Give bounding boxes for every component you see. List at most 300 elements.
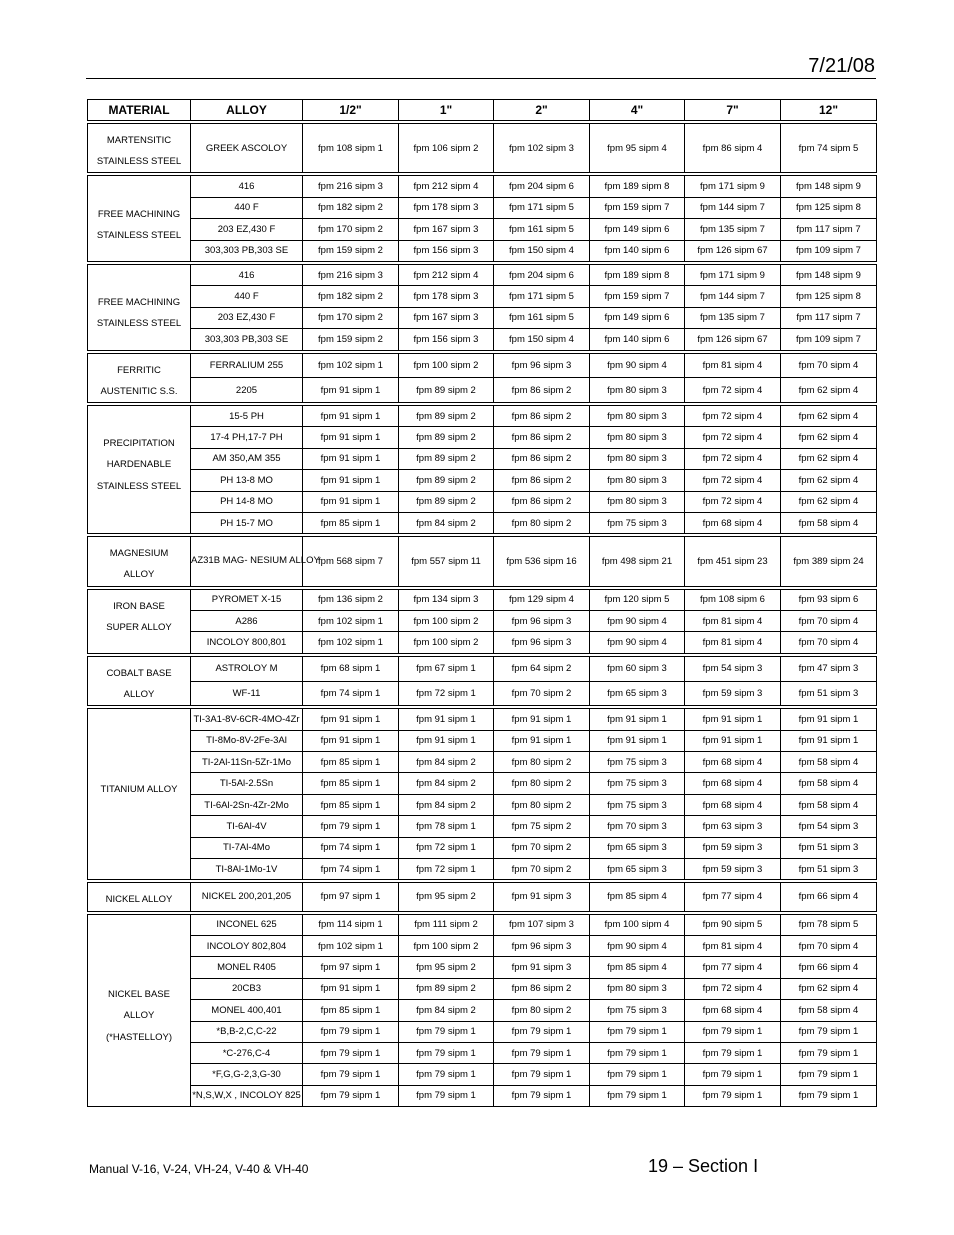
speed-cell: fpm 65 sipm 3 xyxy=(590,859,685,880)
speed-cell: fpm 74 sipm 1 xyxy=(303,859,399,880)
speed-cell: fpm 79 sipm 1 xyxy=(781,1021,877,1042)
alloy-cell: 2205 xyxy=(191,378,303,403)
speed-cell: fpm 171 sipm 9 xyxy=(685,264,781,285)
speed-cell: fpm 79 sipm 1 xyxy=(685,1064,781,1085)
speed-cell: fpm 150 sipm 4 xyxy=(494,240,590,261)
material-cell xyxy=(88,709,191,880)
speed-cell: fpm 80 sipm 2 xyxy=(494,752,590,773)
table-row xyxy=(88,681,877,706)
material-line: AUSTENITIC S.S. xyxy=(100,385,178,397)
alloy-cell: NICKEL 200,201,205 xyxy=(191,883,303,911)
speed-cell: fpm 90 sipm 4 xyxy=(590,632,685,653)
speed-cell: fpm 58 sipm 4 xyxy=(781,773,877,794)
material-line: PRECIPITATION xyxy=(103,438,175,450)
speed-cell: fpm 58 sipm 4 xyxy=(781,1000,877,1021)
footer-section: 19 – Section I xyxy=(648,1156,759,1176)
speed-cell: fpm 79 sipm 1 xyxy=(399,1021,494,1042)
material-line: IRON BASE xyxy=(113,600,165,612)
table-row xyxy=(88,286,877,307)
speed-cell: fpm 129 sipm 4 xyxy=(494,589,590,610)
material-cell xyxy=(88,405,191,533)
speed-cell: fpm 75 sipm 3 xyxy=(590,773,685,794)
speed-cell: fpm 159 sipm 7 xyxy=(590,197,685,218)
speed-cell: fpm 79 sipm 1 xyxy=(590,1064,685,1085)
speed-cell: fpm 51 sipm 3 xyxy=(781,859,877,880)
material-line: NICKEL BASE xyxy=(108,989,170,1001)
speed-cell: fpm 72 sipm 4 xyxy=(685,491,781,512)
speed-cell: fpm 91 sipm 1 xyxy=(303,405,399,426)
speed-cell: fpm 78 sipm 5 xyxy=(781,914,877,935)
speed-cell: fpm 65 sipm 3 xyxy=(590,837,685,858)
table-row xyxy=(88,176,877,197)
speed-cell: fpm 72 sipm 4 xyxy=(685,405,781,426)
material-line: STAINLESS STEEL xyxy=(96,318,182,330)
speed-cell: fpm 102 sipm 1 xyxy=(303,611,399,632)
table-row xyxy=(88,197,877,218)
speed-cell: fpm 451 sipm 23 xyxy=(685,537,781,586)
speed-cell: fpm 568 sipm 7 xyxy=(303,537,399,586)
material-cell xyxy=(88,176,191,262)
speed-cell: fpm 159 sipm 2 xyxy=(303,329,399,350)
speed-cell: fpm 102 sipm 1 xyxy=(303,632,399,653)
speed-cell: fpm 102 sipm 1 xyxy=(303,353,399,378)
speed-cell: fpm 91 sipm 1 xyxy=(685,709,781,730)
footer-manual: Manual V-16, V-24, VH-24, V-40 & VH-40 xyxy=(89,1162,309,1176)
speed-cell: fpm 89 sipm 2 xyxy=(399,978,494,999)
alloy-cell: ASTROLOY M xyxy=(191,656,303,681)
material-cell xyxy=(88,656,191,705)
alloy-cell: WF-11 xyxy=(191,681,303,706)
alloy-cell: 440 F xyxy=(191,197,303,218)
speed-cell: fpm 91 sipm 1 xyxy=(303,448,399,469)
material-line: STAINLESS STEEL xyxy=(96,229,182,241)
speed-cell: fpm 68 sipm 4 xyxy=(685,773,781,794)
table-row xyxy=(88,124,877,173)
speed-cell: fpm 120 sipm 5 xyxy=(590,589,685,610)
speed-cell: fpm 85 sipm 1 xyxy=(303,1000,399,1021)
speed-cell: fpm 182 sipm 2 xyxy=(303,286,399,307)
speed-cell: fpm 54 sipm 3 xyxy=(781,816,877,837)
speed-cell: fpm 204 sipm 6 xyxy=(494,176,590,197)
speed-cell: fpm 70 sipm 4 xyxy=(781,935,877,956)
alloy-cell: PH 13-8 MO xyxy=(191,470,303,491)
material-cell xyxy=(88,353,191,402)
table-row xyxy=(88,427,877,448)
speed-cell: fpm 212 sipm 4 xyxy=(399,264,494,285)
table-row xyxy=(88,589,877,610)
speed-cell: fpm 79 sipm 1 xyxy=(590,1021,685,1042)
material-line: STAINLESS STEEL xyxy=(96,156,182,168)
speed-cell: fpm 79 sipm 1 xyxy=(303,1042,399,1063)
speed-cell: fpm 86 sipm 2 xyxy=(494,470,590,491)
speed-cell: fpm 85 sipm 1 xyxy=(303,752,399,773)
document-date: 7/21/08 xyxy=(808,55,875,77)
speed-cell: fpm 78 sipm 1 xyxy=(399,816,494,837)
speed-cell: fpm 60 sipm 3 xyxy=(590,656,685,681)
speed-cell: fpm 70 sipm 4 xyxy=(781,632,877,653)
speed-cell: fpm 79 sipm 1 xyxy=(303,816,399,837)
speed-cell: fpm 125 sipm 8 xyxy=(781,197,877,218)
speed-cell: fpm 498 sipm 21 xyxy=(590,537,685,586)
speed-cell: fpm 80 sipm 3 xyxy=(590,470,685,491)
speed-cell: fpm 161 sipm 5 xyxy=(494,307,590,328)
table-row xyxy=(88,816,877,837)
column-header: 1/2" xyxy=(303,100,399,121)
speed-cell: fpm 144 sipm 7 xyxy=(685,286,781,307)
alloy-cell: 416 xyxy=(191,264,303,285)
speed-cell: fpm 79 sipm 1 xyxy=(781,1085,877,1106)
speed-cell: fpm 178 sipm 3 xyxy=(399,197,494,218)
speed-cell: fpm 86 sipm 2 xyxy=(494,448,590,469)
speed-cell: fpm 91 sipm 1 xyxy=(494,730,590,751)
material-cell xyxy=(88,537,191,586)
speed-cell: fpm 90 sipm 4 xyxy=(590,935,685,956)
speed-cell: fpm 91 sipm 1 xyxy=(590,709,685,730)
speed-cell: fpm 68 sipm 1 xyxy=(303,656,399,681)
alloy-cell: INCONEL 625 xyxy=(191,914,303,935)
speed-cell: fpm 91 sipm 1 xyxy=(590,730,685,751)
speed-cell: fpm 171 sipm 5 xyxy=(494,197,590,218)
speed-cell: fpm 85 sipm 4 xyxy=(590,883,685,911)
speed-cell: fpm 80 sipm 3 xyxy=(590,978,685,999)
speed-cell: fpm 389 sipm 24 xyxy=(781,537,877,586)
speed-cell: fpm 125 sipm 8 xyxy=(781,286,877,307)
speed-cell: fpm 100 sipm 2 xyxy=(399,935,494,956)
speed-cell: fpm 106 sipm 2 xyxy=(399,124,494,173)
speed-cell: fpm 84 sipm 2 xyxy=(399,794,494,815)
speed-cell: fpm 74 sipm 5 xyxy=(781,124,877,173)
speed-cell: fpm 62 sipm 4 xyxy=(781,470,877,491)
speed-cell: fpm 79 sipm 1 xyxy=(590,1042,685,1063)
material-line: SUPER ALLOY xyxy=(106,621,172,633)
speed-cell: fpm 54 sipm 3 xyxy=(685,656,781,681)
speed-cell: fpm 79 sipm 1 xyxy=(494,1021,590,1042)
column-header: 7" xyxy=(685,100,781,121)
speed-cell: fpm 70 sipm 2 xyxy=(494,681,590,706)
speed-cell: fpm 161 sipm 5 xyxy=(494,219,590,240)
speed-cell: fpm 135 sipm 7 xyxy=(685,307,781,328)
speed-cell: fpm 80 sipm 2 xyxy=(494,1000,590,1021)
speed-cell: fpm 70 sipm 2 xyxy=(494,859,590,880)
speed-cell: fpm 79 sipm 1 xyxy=(303,1021,399,1042)
speed-cell: fpm 100 sipm 4 xyxy=(590,914,685,935)
table-body xyxy=(88,121,877,1107)
speed-cell: fpm 100 sipm 2 xyxy=(399,611,494,632)
speed-cell: fpm 74 sipm 1 xyxy=(303,837,399,858)
material-cell xyxy=(88,264,191,350)
alloy-cell: PH 14-8 MO xyxy=(191,491,303,512)
speed-cell: fpm 136 sipm 2 xyxy=(303,589,399,610)
speed-cell: fpm 63 sipm 3 xyxy=(685,816,781,837)
speed-cell: fpm 84 sipm 2 xyxy=(399,773,494,794)
speed-cell: fpm 86 sipm 2 xyxy=(494,378,590,403)
material-line xyxy=(88,758,190,779)
speed-cell: fpm 86 sipm 2 xyxy=(494,405,590,426)
speed-cell: fpm 81 sipm 4 xyxy=(685,611,781,632)
alloy-cell: *F,G,G-2,3,G-30 xyxy=(191,1064,303,1085)
speed-cell: fpm 95 sipm 4 xyxy=(590,124,685,173)
alloy-cell: AM 350,AM 355 xyxy=(191,448,303,469)
speed-cell: fpm 77 sipm 4 xyxy=(685,957,781,978)
speed-cell: fpm 91 sipm 3 xyxy=(494,957,590,978)
speed-cell: fpm 167 sipm 3 xyxy=(399,219,494,240)
speed-cell: fpm 86 sipm 2 xyxy=(494,491,590,512)
speed-cell: fpm 75 sipm 3 xyxy=(590,752,685,773)
speed-cell: fpm 102 sipm 1 xyxy=(303,935,399,956)
table-row xyxy=(88,656,877,681)
speed-cell: fpm 171 sipm 5 xyxy=(494,286,590,307)
material-line xyxy=(88,942,190,963)
speed-cell: fpm 91 sipm 1 xyxy=(303,978,399,999)
speed-cell: fpm 95 sipm 2 xyxy=(399,957,494,978)
speed-cell: fpm 80 sipm 3 xyxy=(590,405,685,426)
material-line xyxy=(88,271,190,292)
speed-cell: fpm 79 sipm 1 xyxy=(590,1085,685,1106)
column-header: MATERIAL xyxy=(88,100,191,121)
speed-cell: fpm 91 sipm 1 xyxy=(303,470,399,491)
alloy-cell: 303,303 PB,303 SE xyxy=(191,329,303,350)
speed-cell: fpm 144 sipm 7 xyxy=(685,197,781,218)
speed-cell: fpm 84 sipm 2 xyxy=(399,752,494,773)
speed-cell: fpm 85 sipm 1 xyxy=(303,773,399,794)
alloy-cell: PH 15-7 MO xyxy=(191,512,303,533)
speed-cell: fpm 557 sipm 11 xyxy=(399,537,494,586)
material-cell xyxy=(88,914,191,1107)
speed-cell: fpm 91 sipm 1 xyxy=(303,491,399,512)
table-row xyxy=(88,512,877,533)
speed-cell: fpm 75 sipm 2 xyxy=(494,816,590,837)
speed-cell: fpm 79 sipm 1 xyxy=(399,1085,494,1106)
speed-cell: fpm 89 sipm 2 xyxy=(399,405,494,426)
speed-cell: fpm 148 sipm 9 xyxy=(781,176,877,197)
speed-cell: fpm 89 sipm 2 xyxy=(399,427,494,448)
table-row xyxy=(88,240,877,261)
speed-cell: fpm 79 sipm 1 xyxy=(781,1064,877,1085)
alloy-cell: TI-8Mo-8V-2Fe-3Al xyxy=(191,730,303,751)
alloy-cell: GREEK ASCOLOY xyxy=(191,124,303,173)
alloy-cell: INCOLOY 802,804 xyxy=(191,935,303,956)
material-cell xyxy=(88,589,191,653)
alloy-cell: 440 F xyxy=(191,286,303,307)
speed-cell: fpm 64 sipm 2 xyxy=(494,656,590,681)
speed-cell: fpm 65 sipm 3 xyxy=(590,681,685,706)
speed-cell: fpm 100 sipm 2 xyxy=(399,353,494,378)
speed-cell: fpm 171 sipm 9 xyxy=(685,176,781,197)
speed-cell: fpm 75 sipm 3 xyxy=(590,1000,685,1021)
speed-cell: fpm 62 sipm 4 xyxy=(781,378,877,403)
speed-cell: fpm 109 sipm 7 xyxy=(781,240,877,261)
speed-cell: fpm 89 sipm 2 xyxy=(399,448,494,469)
speed-cell: fpm 102 sipm 3 xyxy=(494,124,590,173)
speed-cell: fpm 91 sipm 1 xyxy=(399,730,494,751)
speed-cell: fpm 135 sipm 7 xyxy=(685,219,781,240)
speed-cell: fpm 81 sipm 4 xyxy=(685,935,781,956)
material-line: ALLOY xyxy=(123,569,155,581)
column-header: 12" xyxy=(781,100,877,121)
table-row xyxy=(88,537,877,586)
speed-cell: fpm 126 sipm 67 xyxy=(685,329,781,350)
speed-cell: fpm 149 sipm 6 xyxy=(590,307,685,328)
table-row xyxy=(88,470,877,491)
material-line xyxy=(88,921,190,942)
speed-cell: fpm 100 sipm 2 xyxy=(399,632,494,653)
table-row xyxy=(88,378,877,403)
material-line: FERRITIC xyxy=(117,364,161,376)
table-row xyxy=(88,978,877,999)
speed-cell: fpm 70 sipm 4 xyxy=(781,353,877,378)
speed-cell: fpm 156 sipm 3 xyxy=(399,329,494,350)
alloy-cell: *C-276,C-4 xyxy=(191,1042,303,1063)
speed-cell: fpm 58 sipm 4 xyxy=(781,752,877,773)
alloy-cell: 303,303 PB,303 SE xyxy=(191,240,303,261)
speed-cell: fpm 117 sipm 7 xyxy=(781,219,877,240)
speed-cell: fpm 81 sipm 4 xyxy=(685,632,781,653)
speed-cell: fpm 66 sipm 4 xyxy=(781,883,877,911)
speed-cell: fpm 97 sipm 1 xyxy=(303,957,399,978)
speed-cell: fpm 85 sipm 4 xyxy=(590,957,685,978)
material-line: FREE MACHINING xyxy=(97,208,181,220)
material-line xyxy=(88,715,190,736)
speed-cell: fpm 204 sipm 6 xyxy=(494,264,590,285)
speed-cell: fpm 91 sipm 1 xyxy=(303,709,399,730)
speed-cell: fpm 159 sipm 7 xyxy=(590,286,685,307)
speed-cell: fpm 59 sipm 3 xyxy=(685,681,781,706)
material-line: TITANIUM ALLOY xyxy=(100,783,178,795)
header-rule xyxy=(86,78,876,79)
speed-cell: fpm 68 sipm 4 xyxy=(685,1000,781,1021)
speed-cell: fpm 134 sipm 3 xyxy=(399,589,494,610)
table-row xyxy=(88,914,877,935)
material-line xyxy=(88,963,190,984)
speed-cell: fpm 70 sipm 3 xyxy=(590,816,685,837)
alloy-cell: FERRALIUM 255 xyxy=(191,353,303,378)
alloy-cell: 17-4 PH,17-7 PH xyxy=(191,427,303,448)
speed-cell: fpm 89 sipm 2 xyxy=(399,378,494,403)
column-header: 4" xyxy=(590,100,685,121)
speed-cell: fpm 90 sipm 5 xyxy=(685,914,781,935)
speed-cell: fpm 212 sipm 4 xyxy=(399,176,494,197)
speed-cell: fpm 91 sipm 1 xyxy=(781,730,877,751)
speed-cell: fpm 108 sipm 1 xyxy=(303,124,399,173)
material-line: ALLOY xyxy=(123,1010,155,1022)
material-line: STAINLESS STEEL xyxy=(96,480,182,492)
speed-cell: fpm 91 sipm 1 xyxy=(303,378,399,403)
speed-cell: fpm 80 sipm 3 xyxy=(590,378,685,403)
table-row xyxy=(88,935,877,956)
speed-cell: fpm 91 sipm 1 xyxy=(494,709,590,730)
table-row xyxy=(88,491,877,512)
material-line: MARTENSITIC xyxy=(106,135,172,146)
material-line xyxy=(88,182,190,203)
material-line: NICKEL ALLOY xyxy=(105,894,173,906)
material-line: ALLOY xyxy=(123,689,155,701)
table-row xyxy=(88,448,877,469)
speed-cell: fpm 91 sipm 1 xyxy=(303,427,399,448)
speed-cell: fpm 140 sipm 6 xyxy=(590,240,685,261)
speed-cell: fpm 72 sipm 1 xyxy=(399,681,494,706)
speed-cell: fpm 159 sipm 2 xyxy=(303,240,399,261)
speed-cell: fpm 72 sipm 1 xyxy=(399,837,494,858)
speed-cell: fpm 51 sipm 3 xyxy=(781,837,877,858)
table-row xyxy=(88,1000,877,1021)
alloy-cell: *N,S,W,X , INCOLOY 825 xyxy=(191,1085,303,1106)
speed-cell: fpm 111 sipm 2 xyxy=(399,914,494,935)
speed-cell: fpm 75 sipm 3 xyxy=(590,794,685,815)
speed-cell: fpm 148 sipm 9 xyxy=(781,264,877,285)
table-row xyxy=(88,837,877,858)
speed-cell: fpm 62 sipm 4 xyxy=(781,491,877,512)
speed-cell: fpm 79 sipm 1 xyxy=(399,1064,494,1085)
material-line xyxy=(88,412,190,433)
speed-cell: fpm 58 sipm 4 xyxy=(781,794,877,815)
table-row xyxy=(88,405,877,426)
speed-cell: fpm 72 sipm 4 xyxy=(685,427,781,448)
speed-cell: fpm 62 sipm 4 xyxy=(781,448,877,469)
speed-cell: fpm 80 sipm 3 xyxy=(590,491,685,512)
speed-cell: fpm 58 sipm 4 xyxy=(781,512,877,533)
material-line: COBALT BASE xyxy=(106,667,172,679)
speed-cell: fpm 68 sipm 4 xyxy=(685,794,781,815)
column-header: 2" xyxy=(494,100,590,121)
speed-cell: fpm 51 sipm 3 xyxy=(781,681,877,706)
speed-cell: fpm 79 sipm 1 xyxy=(685,1085,781,1106)
speed-cell: fpm 59 sipm 3 xyxy=(685,859,781,880)
speed-cell: fpm 80 sipm 3 xyxy=(590,427,685,448)
alloy-cell: TI-8Al-1Mo-1V xyxy=(191,859,303,880)
speed-cell: fpm 79 sipm 1 xyxy=(303,1085,399,1106)
table-row xyxy=(88,307,877,328)
speed-cell: fpm 80 sipm 2 xyxy=(494,794,590,815)
speed-cell: fpm 91 sipm 1 xyxy=(399,709,494,730)
speed-cell: fpm 79 sipm 1 xyxy=(685,1021,781,1042)
speed-cell: fpm 68 sipm 4 xyxy=(685,512,781,533)
speed-cell: fpm 79 sipm 1 xyxy=(494,1064,590,1085)
speed-cell: fpm 79 sipm 1 xyxy=(494,1042,590,1063)
speed-cell: fpm 96 sipm 3 xyxy=(494,353,590,378)
speed-cell: fpm 216 sipm 3 xyxy=(303,264,399,285)
table-row xyxy=(88,1085,877,1106)
speed-cell: fpm 72 sipm 1 xyxy=(399,859,494,880)
speed-cell: fpm 140 sipm 6 xyxy=(590,329,685,350)
speed-cell: fpm 96 sipm 3 xyxy=(494,935,590,956)
speed-cell: fpm 126 sipm 67 xyxy=(685,240,781,261)
alloy-cell: 203 EZ,430 F xyxy=(191,307,303,328)
speed-cell: fpm 86 sipm 4 xyxy=(685,124,781,173)
speed-cell: fpm 216 sipm 3 xyxy=(303,176,399,197)
alloy-cell: 15-5 PH xyxy=(191,405,303,426)
alloy-cell: TI-2Al-11Sn-5Zr-1Mo xyxy=(191,752,303,773)
speeds-table xyxy=(87,99,877,1107)
speed-cell: fpm 167 sipm 3 xyxy=(399,307,494,328)
alloy-cell: TI-3A1-8V-6CR-4MO-4Zr xyxy=(191,709,303,730)
alloy-cell: TI-6Al-4V xyxy=(191,816,303,837)
table-row xyxy=(88,219,877,240)
table-header-row xyxy=(88,100,877,121)
speed-cell: fpm 170 sipm 2 xyxy=(303,219,399,240)
speed-cell: fpm 59 sipm 3 xyxy=(685,837,781,858)
speed-cell: fpm 107 sipm 3 xyxy=(494,914,590,935)
speed-cell: fpm 86 sipm 2 xyxy=(494,978,590,999)
table-row xyxy=(88,957,877,978)
material-cell xyxy=(88,124,191,173)
speed-cell: fpm 95 sipm 2 xyxy=(399,883,494,911)
speed-cell: fpm 189 sipm 8 xyxy=(590,264,685,285)
alloy-cell: PYROMET X-15 xyxy=(191,589,303,610)
speed-cell: fpm 79 sipm 1 xyxy=(685,1042,781,1063)
speed-cell: fpm 70 sipm 4 xyxy=(781,611,877,632)
alloy-cell: TI-7Al-4Mo xyxy=(191,837,303,858)
speed-cell: fpm 85 sipm 1 xyxy=(303,512,399,533)
